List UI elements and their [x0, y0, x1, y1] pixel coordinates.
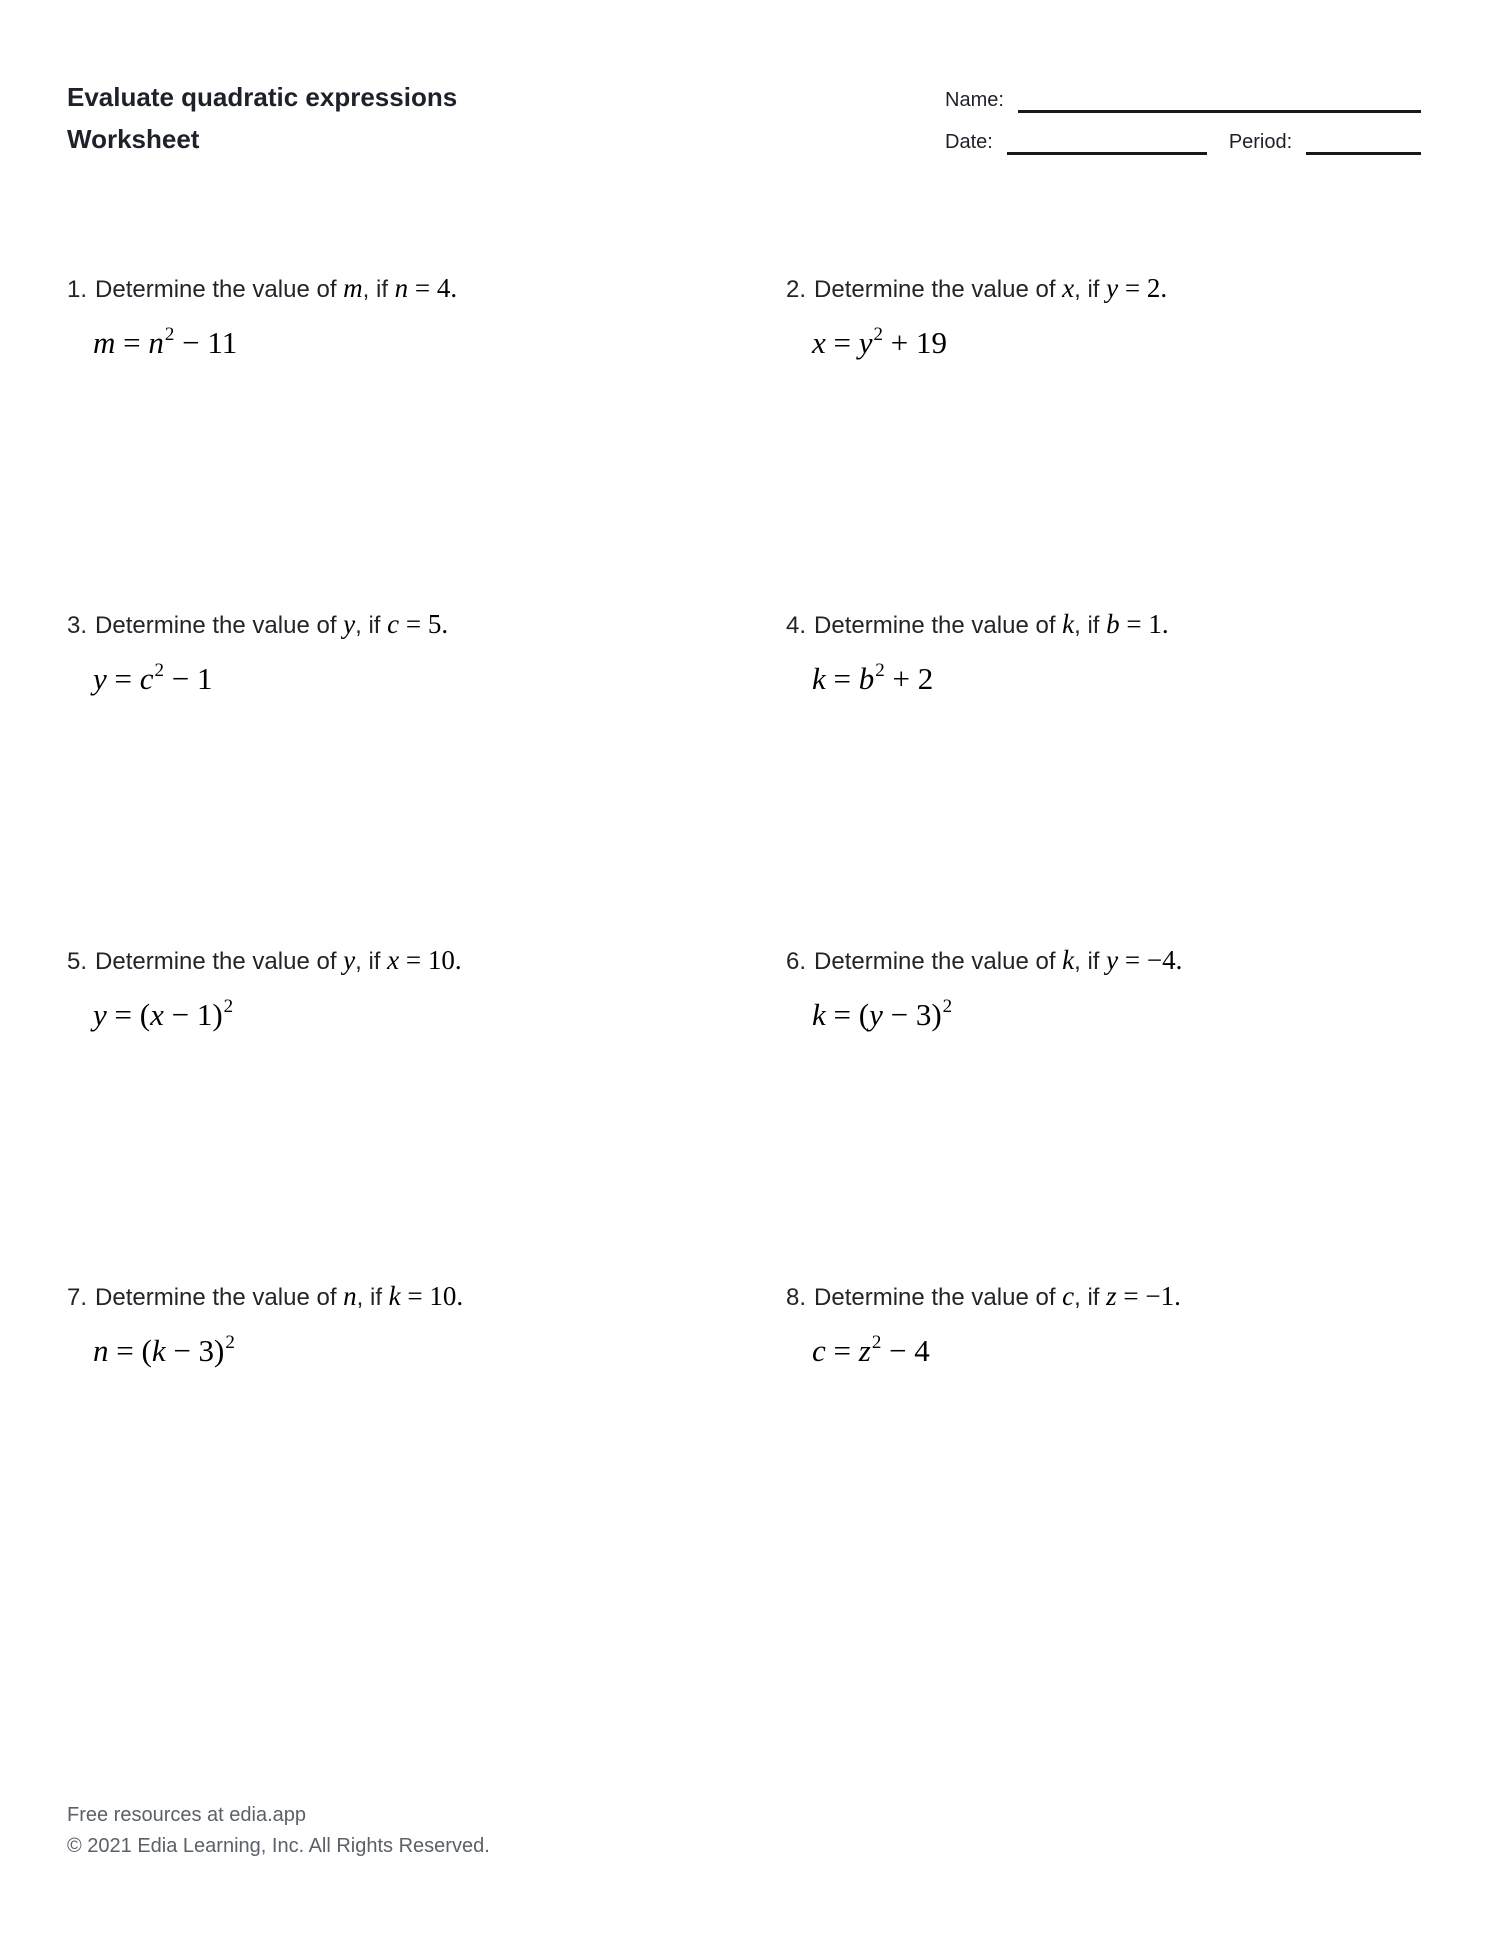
prompt-text: , if [355, 948, 388, 975]
header-fields [945, 88, 1421, 155]
math-variable: k [151, 1333, 166, 1368]
prompt-text: Determine the value of [95, 948, 344, 975]
math-variable: y [93, 997, 107, 1032]
math-variable: y [858, 325, 873, 360]
math-literal: = [115, 325, 149, 360]
math-variable: n [93, 1333, 109, 1368]
prompt-text: , if [355, 612, 388, 639]
math-literal: = [825, 325, 859, 360]
problem-equation [786, 323, 1435, 368]
page-title-line2: Worksheet [67, 124, 200, 154]
prompt-text: , if [1074, 1284, 1107, 1311]
math-literal: − 3) [165, 1333, 225, 1368]
prompt-text: Determine the value of [95, 276, 344, 303]
date-fill-line [1007, 130, 1207, 155]
math-variable: k [812, 997, 826, 1032]
name-label: Name: [945, 89, 1004, 111]
problem-number: 1. [67, 276, 88, 303]
math-variable: c [1062, 1281, 1075, 1311]
problem-question [786, 944, 1435, 978]
math-variable: y [1106, 273, 1119, 303]
math-variable: n [148, 325, 164, 360]
math-variable: b [1106, 609, 1120, 639]
problem-equation [786, 659, 1435, 704]
page-title-line1: Evaluate quadratic expressions [67, 82, 458, 112]
math-literal: − 3) [882, 997, 942, 1032]
math-variable: m [343, 273, 363, 303]
math-variable: n [394, 273, 409, 303]
math-variable: z [858, 1333, 871, 1368]
math-exponent: 2 [871, 1332, 882, 1353]
math-literal: − 4 [881, 1333, 930, 1368]
prompt-text: Determine the value of [814, 612, 1063, 639]
math-literal: = 1. [1119, 609, 1169, 639]
problem-question [67, 944, 786, 978]
problem-row [67, 944, 1435, 1040]
problem-3 [67, 608, 786, 704]
problem-row [67, 1280, 1435, 1376]
math-variable: k [1062, 945, 1075, 975]
problem-row [67, 272, 1435, 368]
problem-question [67, 1280, 786, 1314]
math-literal: = ( [825, 997, 870, 1032]
name-fill-line [1018, 88, 1421, 113]
prompt-text: Determine the value of [95, 612, 344, 639]
problem-equation [786, 995, 1435, 1040]
math-variable: y [93, 661, 107, 696]
name-field-row [945, 88, 1421, 113]
period-label: Period: [1228, 131, 1293, 153]
math-literal: = [825, 1333, 859, 1368]
prompt-text: , if [1074, 276, 1107, 303]
math-variable: y [343, 609, 356, 639]
math-literal: = 5. [399, 609, 449, 639]
math-variable: x [812, 325, 826, 360]
prompt-text: Determine the value of [814, 276, 1063, 303]
date-period-field-row [945, 130, 1421, 155]
page-footer [67, 1800, 490, 1862]
problem-equation [67, 995, 786, 1040]
date-label: Date: [945, 131, 993, 153]
footer-copyright-text: © 2021 Edia Learning, Inc. All Rights Reserved. [67, 1835, 490, 1857]
problem-2 [786, 272, 1435, 368]
problem-8 [786, 1280, 1435, 1376]
math-literal: = −1. [1116, 1281, 1181, 1311]
math-variable: c [812, 1333, 826, 1368]
math-variable: m [93, 325, 116, 360]
page-title [67, 76, 457, 160]
problem-question [67, 272, 786, 306]
problem-number: 4. [786, 612, 807, 639]
math-exponent: 2 [164, 324, 175, 345]
math-literal: + 19 [883, 325, 947, 360]
problem-number: 2. [786, 276, 807, 303]
math-literal: = −4. [1118, 945, 1183, 975]
math-variable: c [139, 661, 154, 696]
math-variable: x [387, 945, 400, 975]
problem-4 [786, 608, 1435, 704]
problem-equation [67, 1331, 786, 1376]
math-variable: y [1106, 945, 1119, 975]
footer-resources-text: Free resources at edia.app [67, 1804, 307, 1826]
math-literal: = 4. [408, 273, 458, 303]
math-literal: = [106, 661, 140, 696]
math-exponent: 2 [223, 996, 234, 1017]
problems-section [67, 272, 1435, 1612]
problem-number: 7. [67, 1284, 88, 1311]
problem-question [786, 1280, 1435, 1314]
math-variable: b [858, 661, 875, 696]
problem-number: 6. [786, 948, 807, 975]
prompt-text: , if [1074, 612, 1107, 639]
problem-equation [67, 659, 786, 704]
math-exponent: 2 [875, 660, 885, 681]
math-variable: y [343, 945, 356, 975]
math-variable: c [387, 609, 400, 639]
math-variable: n [343, 1281, 357, 1311]
math-variable: k [1062, 609, 1075, 639]
math-literal: + 2 [884, 661, 934, 696]
math-variable: y [869, 997, 883, 1032]
math-literal: − 1) [163, 997, 223, 1032]
problem-question [786, 272, 1435, 306]
math-exponent: 2 [225, 1332, 235, 1353]
math-variable: x [1062, 273, 1075, 303]
prompt-text: Determine the value of [95, 1284, 344, 1311]
math-literal: = 10. [399, 945, 462, 975]
math-variable: z [1106, 1281, 1117, 1311]
problem-number: 5. [67, 948, 88, 975]
math-variable: x [150, 997, 164, 1032]
math-literal: = 2. [1118, 273, 1168, 303]
prompt-text: , if [1074, 948, 1107, 975]
prompt-text: , if [362, 276, 395, 303]
math-literal: = [825, 661, 859, 696]
problem-equation [786, 1331, 1435, 1376]
problem-7 [67, 1280, 786, 1376]
prompt-text: , if [356, 1284, 389, 1311]
problem-number: 3. [67, 612, 88, 639]
math-variable: k [812, 661, 826, 696]
math-variable: k [388, 1281, 401, 1311]
problem-equation [67, 323, 786, 368]
math-literal: = ( [106, 997, 151, 1032]
problem-question [67, 608, 786, 642]
math-exponent: 2 [942, 996, 953, 1017]
prompt-text: Determine the value of [814, 1284, 1063, 1311]
math-literal: − 11 [174, 325, 238, 360]
math-exponent: 2 [873, 324, 884, 345]
problem-number: 8. [786, 1284, 807, 1311]
math-literal: − 1 [164, 661, 213, 696]
problem-question [786, 608, 1435, 642]
problem-1 [67, 272, 786, 368]
problem-row [67, 608, 1435, 704]
math-literal: = 10. [400, 1281, 464, 1311]
prompt-text: Determine the value of [814, 948, 1063, 975]
problem-5 [67, 944, 786, 1040]
math-exponent: 2 [154, 660, 165, 681]
period-fill-line [1306, 130, 1421, 155]
math-literal: = ( [108, 1333, 152, 1368]
problem-6 [786, 944, 1435, 1040]
